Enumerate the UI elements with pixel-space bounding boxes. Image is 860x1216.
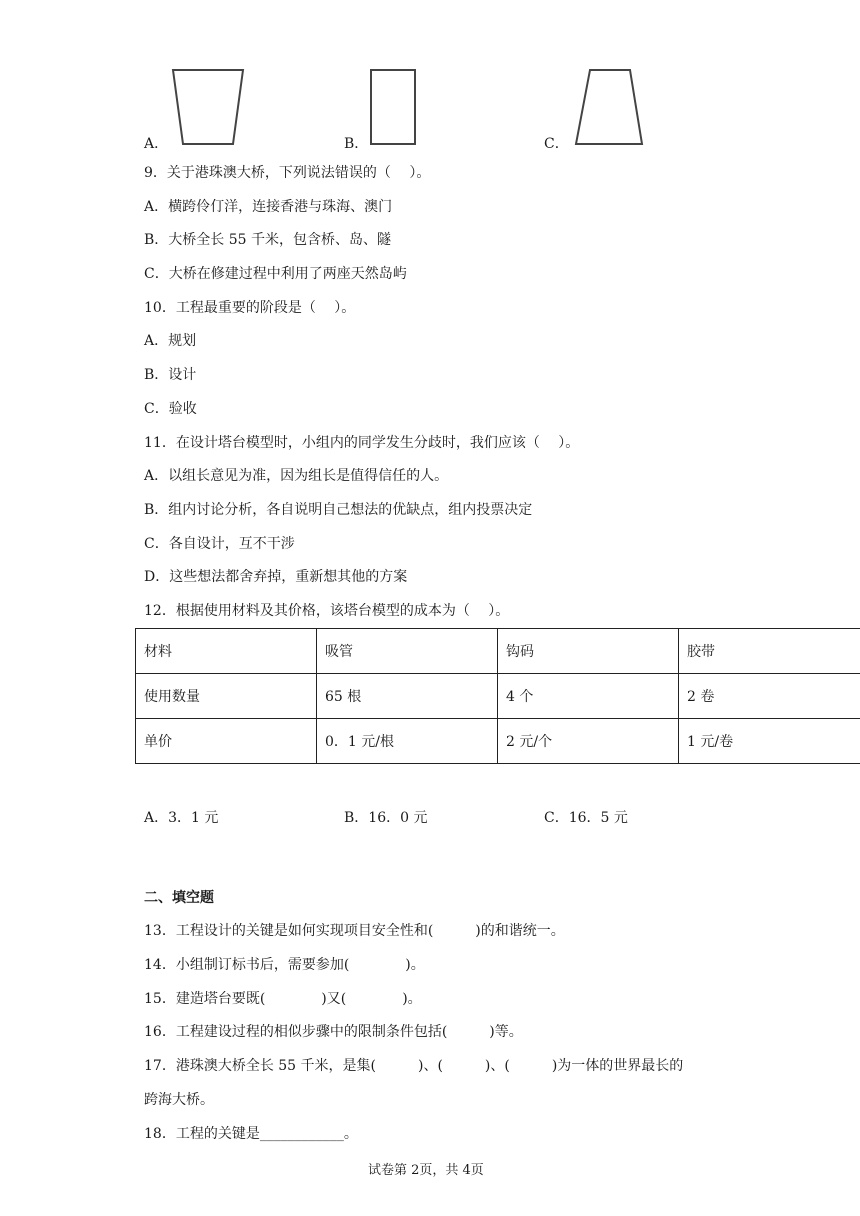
table-row [136,629,860,674]
q15-text: 15．建造塔台要既( )又( )。 [144,991,422,1007]
option-a-label: A． [144,136,169,152]
table-cell: 2 卷 [679,674,860,719]
section-title: 二、填空题 [144,890,214,906]
q11-option-d: D．这些想法都舍弃掉，重新想其他的方案 [144,569,408,585]
q9-option-a: A．横跨伶仃洋，连接香港与珠海、澳门 [144,199,393,215]
q9-stem: 9．关于港珠澳大桥，下列说法错误的（ ）。 [144,165,431,181]
q10-option-a: A．规划 [144,333,197,349]
table-cell: 1 元/卷 [679,719,860,764]
option-a-figure [170,66,246,148]
option-b-figure [368,66,418,148]
q9-option-c: C．大桥在修建过程中利用了两座天然岛屿 [144,266,407,282]
q11-option-c: C．各自设计，互不干涉 [144,536,295,552]
materials-table [135,628,860,764]
q10-option-c: C．验收 [144,401,197,417]
table-row [136,719,860,764]
q11-option-a: A．以组长意见为准，因为组长是值得信任的人。 [144,468,449,484]
table-cell: 使用数量 [136,674,317,719]
table-row [136,674,860,719]
q9-option-b: B．大桥全长 55 千米，包含桥、岛、隧 [144,232,392,248]
q10-stem: 10．工程最重要的阶段是（ ）。 [144,300,356,316]
table-cell: 材料 [136,629,317,674]
table-cell: 吸管 [317,629,498,674]
table-cell: 单价 [136,719,317,764]
q12-stem: 12．根据使用材料及其价格，该塔台模型的成本为（ ）。 [144,603,510,619]
table-cell: 0．1 元/根 [317,719,498,764]
q17-text-line1: 17．港珠澳大桥全长 55 千米，是集( )、( )、( )为一体的世界最长的 [144,1058,684,1074]
q10-option-b: B．设计 [144,367,197,383]
q13-text: 13．工程设计的关键是如何实现项目安全性和( )的和谐统一。 [144,923,565,939]
q11-option-b: B．组内讨论分析，各自说明自己想法的优缺点，组内投票决定 [144,502,533,518]
q17-text-line2: 跨海大桥。 [144,1092,214,1108]
q12-option-b: B．16．0 元 [344,810,428,826]
q18-text: 18．工程的关键是____________。 [144,1126,358,1142]
option-b-label: B． [344,136,369,152]
page-footer: 试卷第 2页，共 4页 [368,1163,484,1178]
table-cell: 65 根 [317,674,498,719]
q12-option-c: C．16．5 元 [544,810,628,826]
table-cell: 胶带 [679,629,860,674]
table-cell: 4 个 [498,674,679,719]
option-c-label: C． [544,136,569,152]
q12-option-a: A．3．1 元 [144,810,219,826]
table-cell: 2 元/个 [498,719,679,764]
q14-text: 14．小组制订标书后，需要参加( )。 [144,957,425,973]
table-cell: 钩码 [498,629,679,674]
q16-text: 16．工程建设过程的相似步骤中的限制条件包括( )等。 [144,1024,523,1040]
option-c-figure [572,66,648,148]
q11-stem: 11．在设计塔台模型时，小组内的同学发生分歧时，我们应该（ ）。 [144,435,580,451]
